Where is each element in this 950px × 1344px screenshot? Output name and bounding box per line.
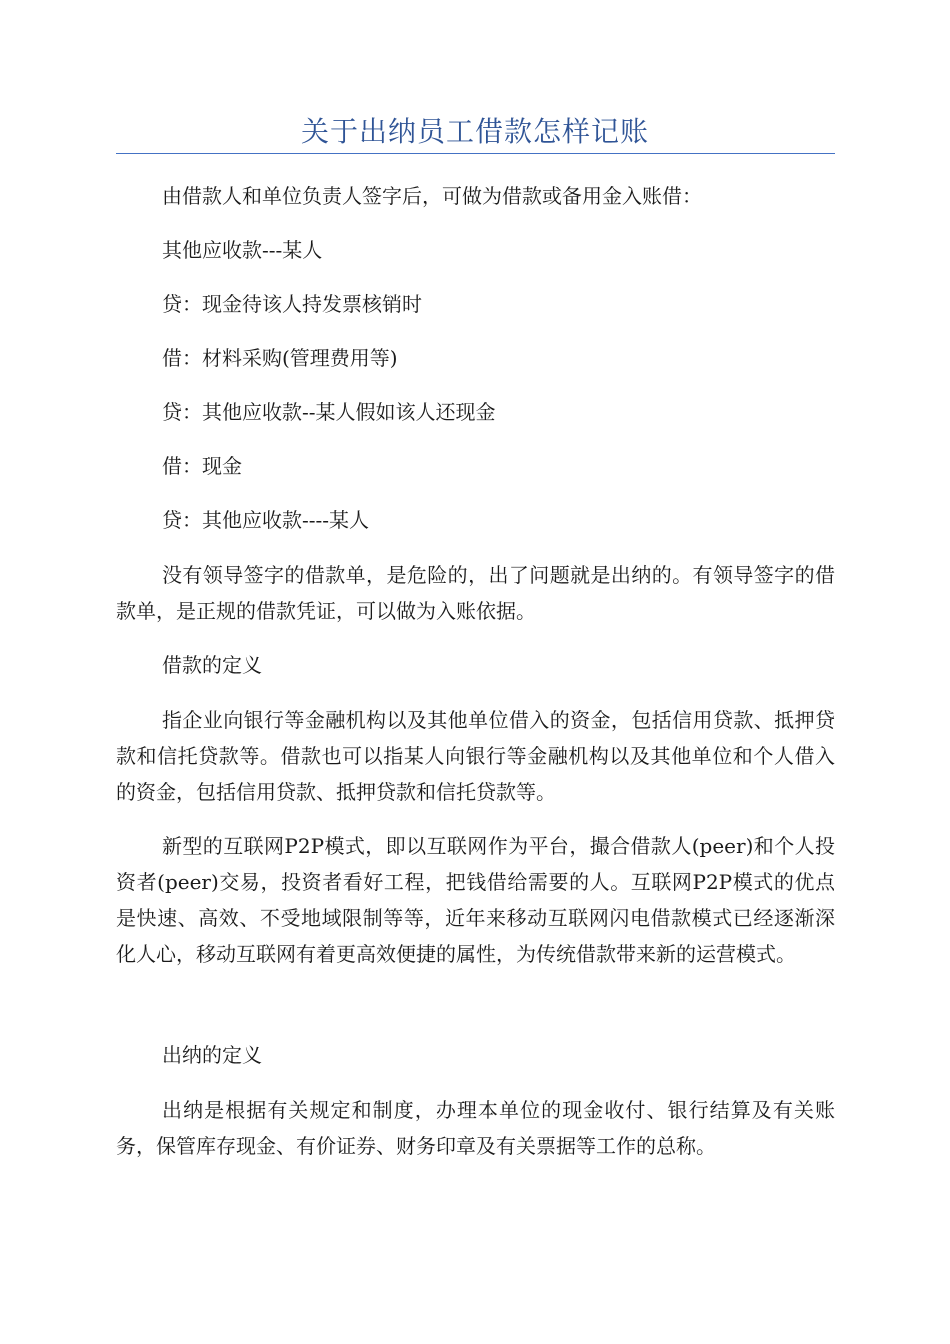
paragraph: 由借款人和单位负责人签字后，可做为借款或备用金入账借： xyxy=(162,184,702,208)
paragraph: 指企业向银行等金融机构以及其他单位借入的资金，包括信用贷款、抵押贷款和信托贷款等。借款也可以指某人向银行等金融机构以及其他单位和个人借入的资金，包括信用贷款、抵押贷款和信托贷款等。 xyxy=(116,708,835,804)
section-heading: 出纳的定义 xyxy=(162,1043,262,1067)
title-underline xyxy=(116,153,835,154)
paragraph: 贷：其他应收款--某人假如该人还现金 xyxy=(162,400,496,424)
paragraph: 出纳是根据有关规定和制度，办理本单位的现金收付、银行结算及有关账务，保管库存现金、有价证券、财务印章及有关票据等工作的总称。 xyxy=(116,1098,835,1158)
section-heading: 借款的定义 xyxy=(162,653,262,677)
paragraph: 新型的互联网P2P模式，即以互联网作为平台，撮合借款人(peer)和个人投资者(peer)交易，投资者看好工程，把钱借给需要的人。互联网P2P模式的优点是快速、高效、不受地域限制等等，近年来移动互联网闪电借款模式已经逐渐深化人心，移动互联网有着更高效便捷的属性，为传统借款带来新的运营模式。 xyxy=(116,834,835,966)
paragraph: 借：材料采购(管理费用等) xyxy=(162,346,398,370)
paragraph: 其他应收款---某人 xyxy=(162,238,323,262)
paragraph: 贷：其他应收款----某人 xyxy=(162,508,370,532)
document-title: 关于出纳员工借款怎样记账 xyxy=(300,115,649,148)
paragraph: 借：现金 xyxy=(162,454,242,478)
paragraph: 贷：现金待该人持发票核销时 xyxy=(162,292,422,316)
paragraph: 没有领导签字的借款单，是危险的，出了问题就是出纳的。有领导签字的借款单，是正规的借款凭证，可以做为入账依据。 xyxy=(116,563,835,623)
